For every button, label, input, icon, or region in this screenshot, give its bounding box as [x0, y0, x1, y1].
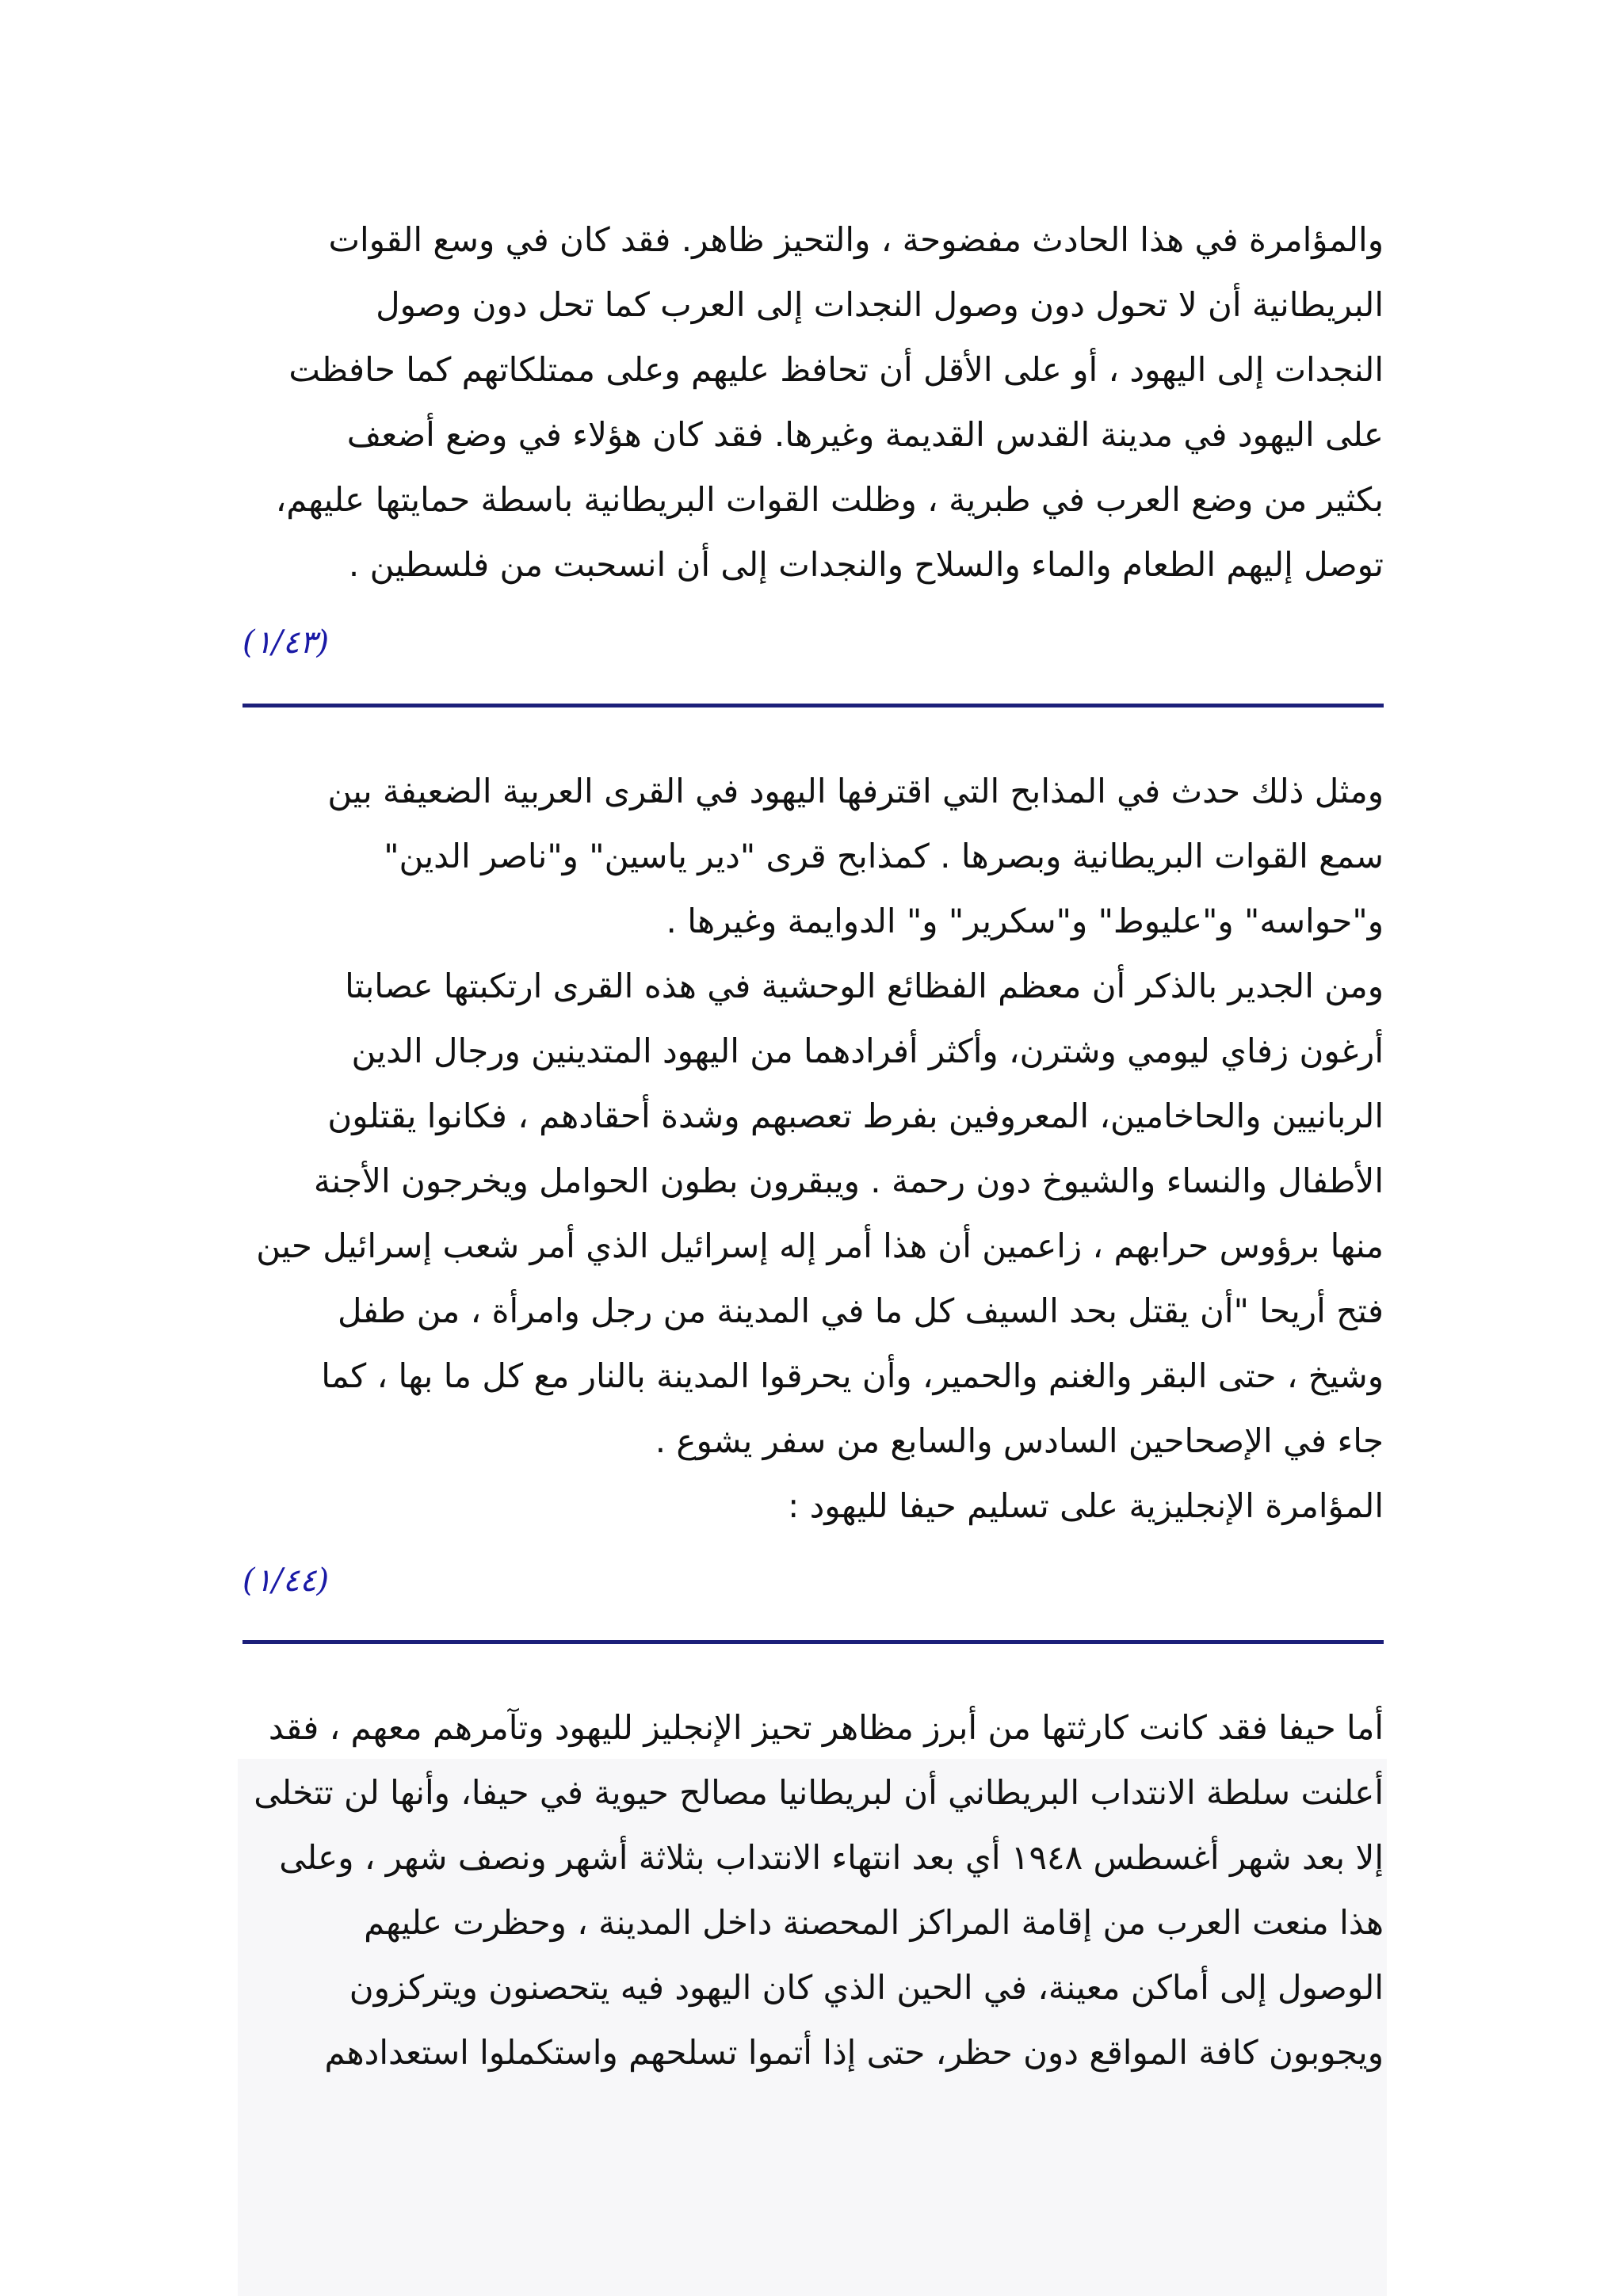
page-separator: [242, 704, 1384, 707]
text-line: ويجوبون كافة المواقع دون حظر، حتى إذا أتموا تسلحهم واستكملوا استعدادهم: [324, 2033, 1384, 2072]
page-reference: (١/٤٤): [242, 1562, 330, 1599]
text-line: الربانيين والحاخامين، المعروفين بفرط تعصبهم وشدة أحقادهم ، فكانوا يقتلون: [327, 1097, 1384, 1135]
text-line: البريطانية أن لا تحول دون وصول النجدات إلى العرب كما تحل دون وصول: [376, 285, 1384, 324]
text-line: بكثير من وضع العرب في طبرية ، وظلت القوات البريطانية باسطة حمايتها عليهم،: [275, 480, 1384, 519]
page-reference: (١/٤٣): [242, 624, 330, 661]
text-line: على اليهود في مدينة القدس القديمة وغيرها. فقد كان هؤلاء في وضع أضعف: [346, 415, 1384, 454]
text-line: الوصول إلى أماكن معينة، في الحين الذي كان اليهود فيه يتحصنون ويتركزون: [349, 1968, 1384, 2007]
text-line: أما حيفا فقد كانت كارثتها من أبرز مظاهر تحيز الإنجليز لليهود وتآمرهم معهم ، فقد: [268, 1708, 1384, 1747]
paragraph-2: [242, 759, 1384, 1539]
text-line: ومثل ذلك حدث في المذابح التي اقترفها اليهود في القرى العربية الضعيفة بين: [327, 772, 1384, 810]
text-line: و"حواسه" و"عليوط" و"سكرير" و" الدوايمة وغيرها .: [666, 902, 1384, 940]
paragraph-3: [242, 1695, 1384, 2085]
text-line: والمؤامرة في هذا الحادث مفضوحة ، والتحيز ظاهر. فقد كان في وسع القوات: [328, 220, 1384, 259]
text-line: فتح أريحا "أن يقتل بحد السيف كل ما في المدينة من رجل وامرأة ، من طفل: [337, 1291, 1384, 1330]
paragraph-1: [242, 208, 1384, 597]
text-line: أعلنت سلطة الانتداب البريطاني أن لبريطانيا مصالح حيوية في حيفا، وأنها لن تتخلى: [254, 1773, 1384, 1812]
text-line: هذا منعت العرب من إقامة المراكز المحصنة داخل المدينة ، وحظرت عليهم: [364, 1903, 1384, 1942]
text-line: وشيخ ، حتى البقر والغنم والحمير، وأن يحرقوا المدينة بالنار مع كل ما بها ، كما: [321, 1356, 1384, 1395]
text-line: سمع القوات البريطانية وبصرها . كمذابح قرى "دير ياسين" و"ناصر الدين": [384, 837, 1384, 875]
text-line: ومن الجدير بالذكر أن معظم الفظائع الوحشية في هذه القرى ارتكبتها عصابتا: [345, 967, 1384, 1005]
text-line: إلا بعد شهر أغسطس ١٩٤٨ أي بعد انتهاء الانتداب بثلاثة أشهر ونصف شهر ، وعلى: [279, 1838, 1384, 1877]
page-separator: [242, 1640, 1384, 1644]
text-line: أرغون زفاي ليومي وشترن، وأكثر أفرادهما من اليهود المتدينين ورجال الدين: [351, 1032, 1384, 1070]
text-line: الأطفال والنساء والشيوخ دون رحمة . ويبقرون بطون الحوامل ويخرجون الأجنة: [313, 1161, 1384, 1200]
text-line: جاء في الإصحاحين السادس والسابع من سفر يشوع .: [655, 1421, 1384, 1460]
text-line: منها برؤوس حرابهم ، زاعمين أن هذا أمر إله إسرائيل الذي أمر شعب إسرائيل حين: [256, 1226, 1384, 1265]
section-heading: المؤامرة الإنجليزية على تسليم حيفا لليهود :: [788, 1486, 1384, 1525]
text-line: توصل إليهم الطعام والماء والسلاح والنجدات إلى أن انسحبت من فلسطين .: [348, 545, 1384, 584]
text-line: النجدات إلى اليهود ، أو على الأقل أن تحافظ عليهم وعلى ممتلكاتهم كما حافظت: [288, 350, 1384, 389]
